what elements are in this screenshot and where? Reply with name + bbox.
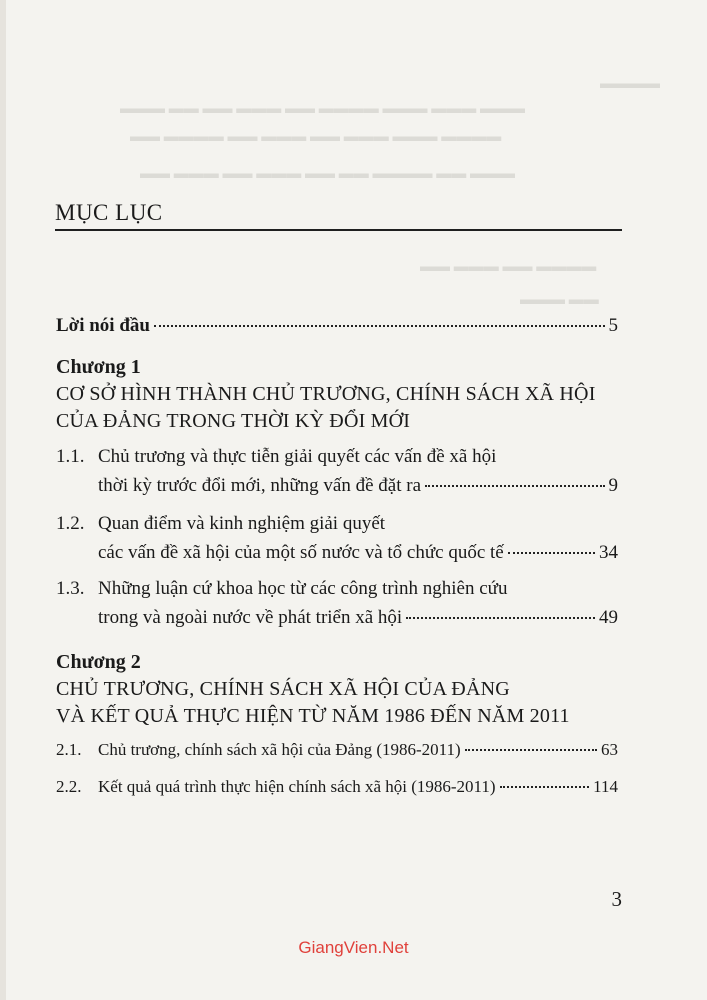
chapter-1-title-line-2: CỦA ĐẢNG TRONG THỜI KỲ ĐỔI MỚI [56,410,411,432]
dot-leader [154,325,605,327]
section-page: 49 [599,607,618,628]
section-page: 63 [601,740,618,759]
dot-leader [500,786,590,788]
bleed-through-text: ▬▬ ▬▬▬ ▬▬ ▬▬▬▬ [420,259,597,275]
preface-page: 5 [608,315,618,336]
section-number: 2.2. [56,777,82,796]
chapter-2-title-line-2: VÀ KẾT QUẢ THỰC HIỆN TỪ NĂM 1986 ĐẾN NĂM 2011 [56,705,570,727]
chapter-2-title-line-1: CHỦ TRƯƠNG, CHÍNH SÁCH XÃ HỘI CỦA ĐẢNG [56,678,510,700]
section-number: 1.2. [56,513,85,534]
bleed-through-text: ▬▬ ▬▬▬ ▬▬ ▬▬▬ ▬▬ ▬▬ ▬▬▬▬ ▬▬ ▬▬▬ [140,166,515,182]
section-number: 1.1. [56,446,85,467]
bleed-through-text: ▬▬▬ ▬▬ [520,292,599,308]
section-title-line-2: trong và ngoài nước về phát triển xã hội [98,607,403,628]
chapter-1-label: Chương 1 [56,356,141,378]
section-number: 2.1. [56,740,82,759]
section-page: 34 [599,542,618,563]
section-page: 114 [593,777,618,796]
bleed-through-text: ▬▬▬ ▬▬ ▬▬ ▬▬▬ ▬▬ ▬▬▬▬ ▬▬▬ ▬▬▬ ▬▬▬ [120,101,525,117]
section-title: Chủ trương, chính sách xã hội của Đảng (1986-2011) [98,740,461,759]
section-entry-1-3[interactable] [98,607,618,629]
title-underline [55,229,622,231]
page-number: 3 [611,887,622,911]
watermark: GiangVien.Net [298,938,409,957]
section-title-line-1[interactable]: Những luận cứ khoa học từ các công trình nghiên cứu [98,578,508,599]
dot-leader [425,485,604,487]
dot-leader [465,749,597,751]
section-entry-1-1[interactable] [98,475,618,497]
section-title-line-2: các vấn đề xã hội của một số nước và tổ chức quốc tế [98,542,504,563]
section-number: 1.3. [56,578,85,599]
section-title-line-1[interactable]: Quan điểm và kinh nghiệm giải quyết [98,513,386,534]
dot-leader [508,552,595,554]
section-entry-2-1[interactable] [98,740,618,760]
toc-title: MỤC LỤC [55,200,163,225]
section-entry-2-2[interactable] [98,777,618,797]
bleed-through-text: ▬▬▬▬ [600,76,660,92]
preface-entry[interactable] [56,315,618,337]
bleed-through-text: ▬▬ ▬▬▬▬ ▬▬ ▬▬▬ ▬▬ ▬▬▬ ▬▬▬ ▬▬▬▬ [130,129,502,145]
chapter-1-title-line-1: CƠ SỞ HÌNH THÀNH CHỦ TRƯƠNG, CHÍNH SÁCH XÃ HỘI [56,383,596,405]
section-entry-1-2[interactable] [98,542,618,564]
dot-leader [406,617,595,619]
section-title: Kết quả quá trình thực hiện chính sách xã hội (1986-2011) [98,777,496,796]
section-title-line-1[interactable]: Chủ trương và thực tiễn giải quyết các vấn đề xã hội [98,446,497,467]
section-title-line-2: thời kỳ trước đổi mới, những vấn đề đặt ra [98,475,422,496]
section-page: 9 [608,475,618,496]
preface-label: Lời nói đầu [56,315,150,336]
chapter-2-label: Chương 2 [56,651,141,673]
page-binding-edge [0,0,6,1000]
